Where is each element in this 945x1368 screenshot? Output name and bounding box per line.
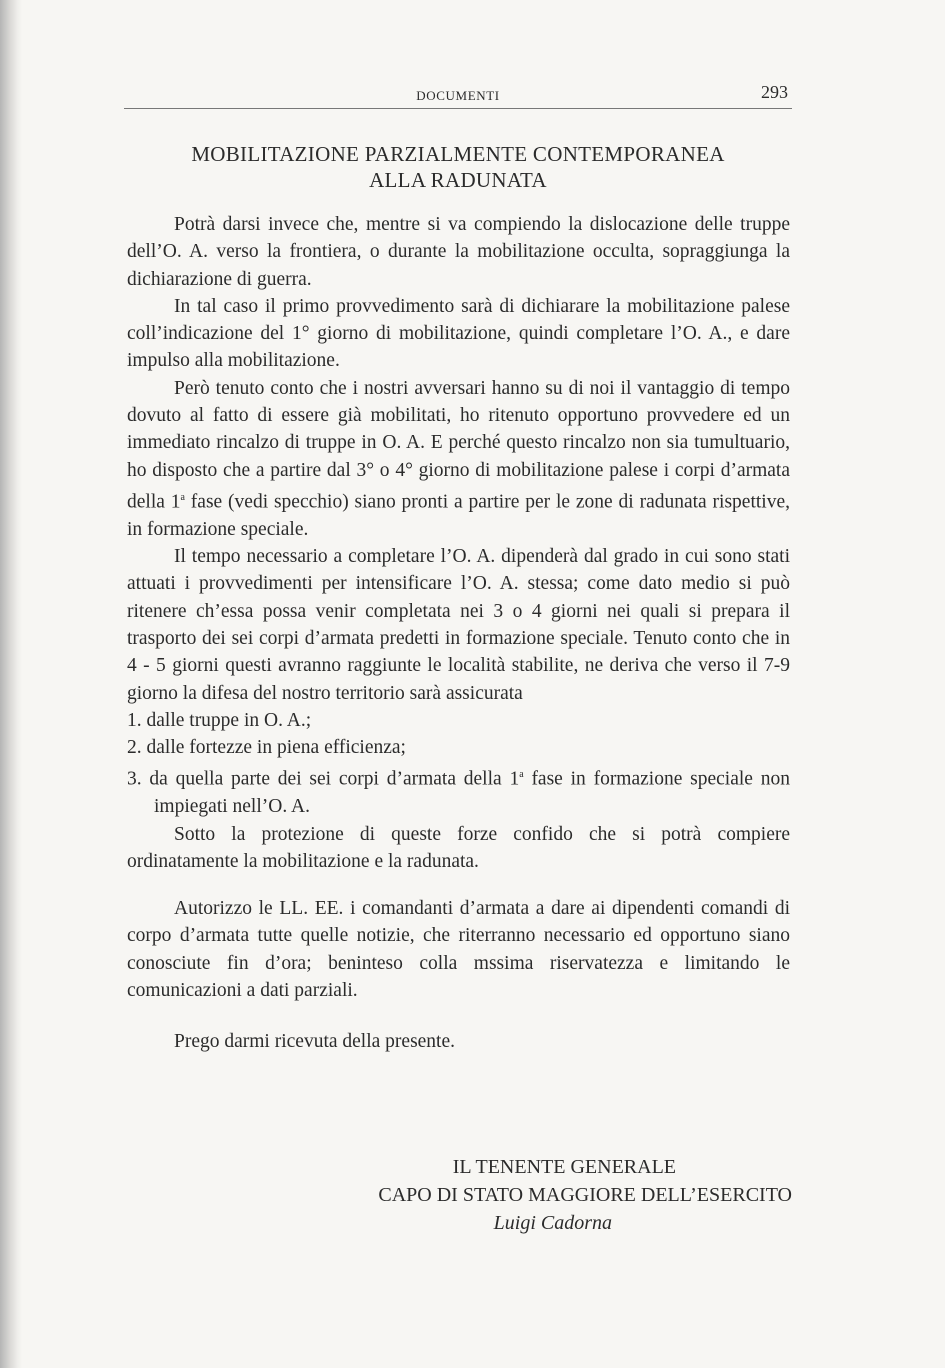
running-head: DOCUMENTI (416, 88, 500, 103)
list-item-2: 2. dalle fortezze in piena efficienza; (127, 737, 406, 759)
paragraph-7: Prego darmi ricevuta della presente. (174, 1031, 456, 1053)
ordinal-superscript: a (180, 491, 185, 503)
paragraph-5: Sotto la protezione di queste forze confido che si potrà compiere ordinatamente la mobilitazione e la radunata. (127, 823, 790, 872)
page-number: 293 (761, 82, 788, 102)
signature-block (124, 1153, 792, 1237)
page-header (124, 80, 792, 109)
paragraph-4: Il tempo necessario a completare l’O. A. dipenderà dal grado in cui sono stati attuati i provvedimenti per intensificare l’O. A. stessa; come dato medio si può ritenere ch’essa possa venir completata nei 3 o 4 giorni nei quali si prepara il trasporto dei sei corpi d’armata predetti in formazione speciale. Tenuto conto che in 4 - 5 giorni questi avranno raggiunte le località stabilite, ne deriva che verso il 7-9 giorno la difesa del nostro territorio sarà assicurata (127, 546, 790, 704)
document-title (124, 141, 792, 193)
list-item-1: 1. dalle truppe in O. A.; (127, 709, 312, 731)
paragraph-2: In tal caso il primo provvedimento sarà di dichiarare la mobilitazione palese coll’indicazione del 1° giorno di mobilitazione, quindi completare l’O. A., e dare impulso alla mobilitazione. (127, 295, 790, 372)
list-item-3-text-b: fase in formazione speciale non impiegati nell’O. A. (154, 768, 790, 818)
numbered-list (127, 707, 790, 821)
book-spine-shadow (0, 0, 22, 1368)
paragraph-3-text-b: fase (vedi specchio) siano pronti a partire per le zone di radunata rispettive, in formazione speciale. (127, 491, 790, 540)
list-item-3-text-a: 3. da quella parte dei sei corpi d’armata della 1 (127, 768, 520, 790)
paragraph-1: Potrà darsi invece che, mentre si va compiendo la dislocazione delle truppe dell’O. A. verso la frontiera, o durante la mobilitazione occulta, sopraggiunga la dichiarazione di guerra. (127, 214, 790, 290)
signature-title: CAPO DI STATO MAGGIORE DELL’ESERCITO (378, 1184, 792, 1206)
title-line-1: MOBILITAZIONE PARZIALMENTE CONTEMPORANEA (191, 142, 725, 166)
signature-rank: IL TENENTE GENERALE (452, 1156, 676, 1178)
paragraph-3-text-a: Però tenuto conto che i nostri avversari hanno su di noi il vantaggio di tempo dovuto al fatto di essere già mobilitati, ho ritenuto opportuno provvedere ed un immediato rincalzo di truppe in O. A. E perché questo rincalzo non sia tumultuario, ho disposto che a partire dal 3° o 4° giorno di mobilitazione palese i corpi d’armata della 1 (127, 377, 790, 513)
list-item-3 (127, 761, 790, 820)
title-line-2: ALLA RADUNATA (369, 168, 547, 192)
paragraph-3 (127, 375, 790, 543)
document-body (127, 211, 790, 1056)
paragraph-6: Autorizzo le LL. EE. i comandanti d’armata a dare ai dipendenti comandi di corpo d’armata tutte quelle notizie, che riterranno necessario ed opportuno siano conosciute fin d’ora; beninteso colla mssima riservatezza e limitando le comunicazioni a dati parziali. (127, 898, 790, 1002)
ordinal-superscript: a (519, 769, 524, 781)
signature-name: Luigi Cadorna (493, 1212, 612, 1234)
